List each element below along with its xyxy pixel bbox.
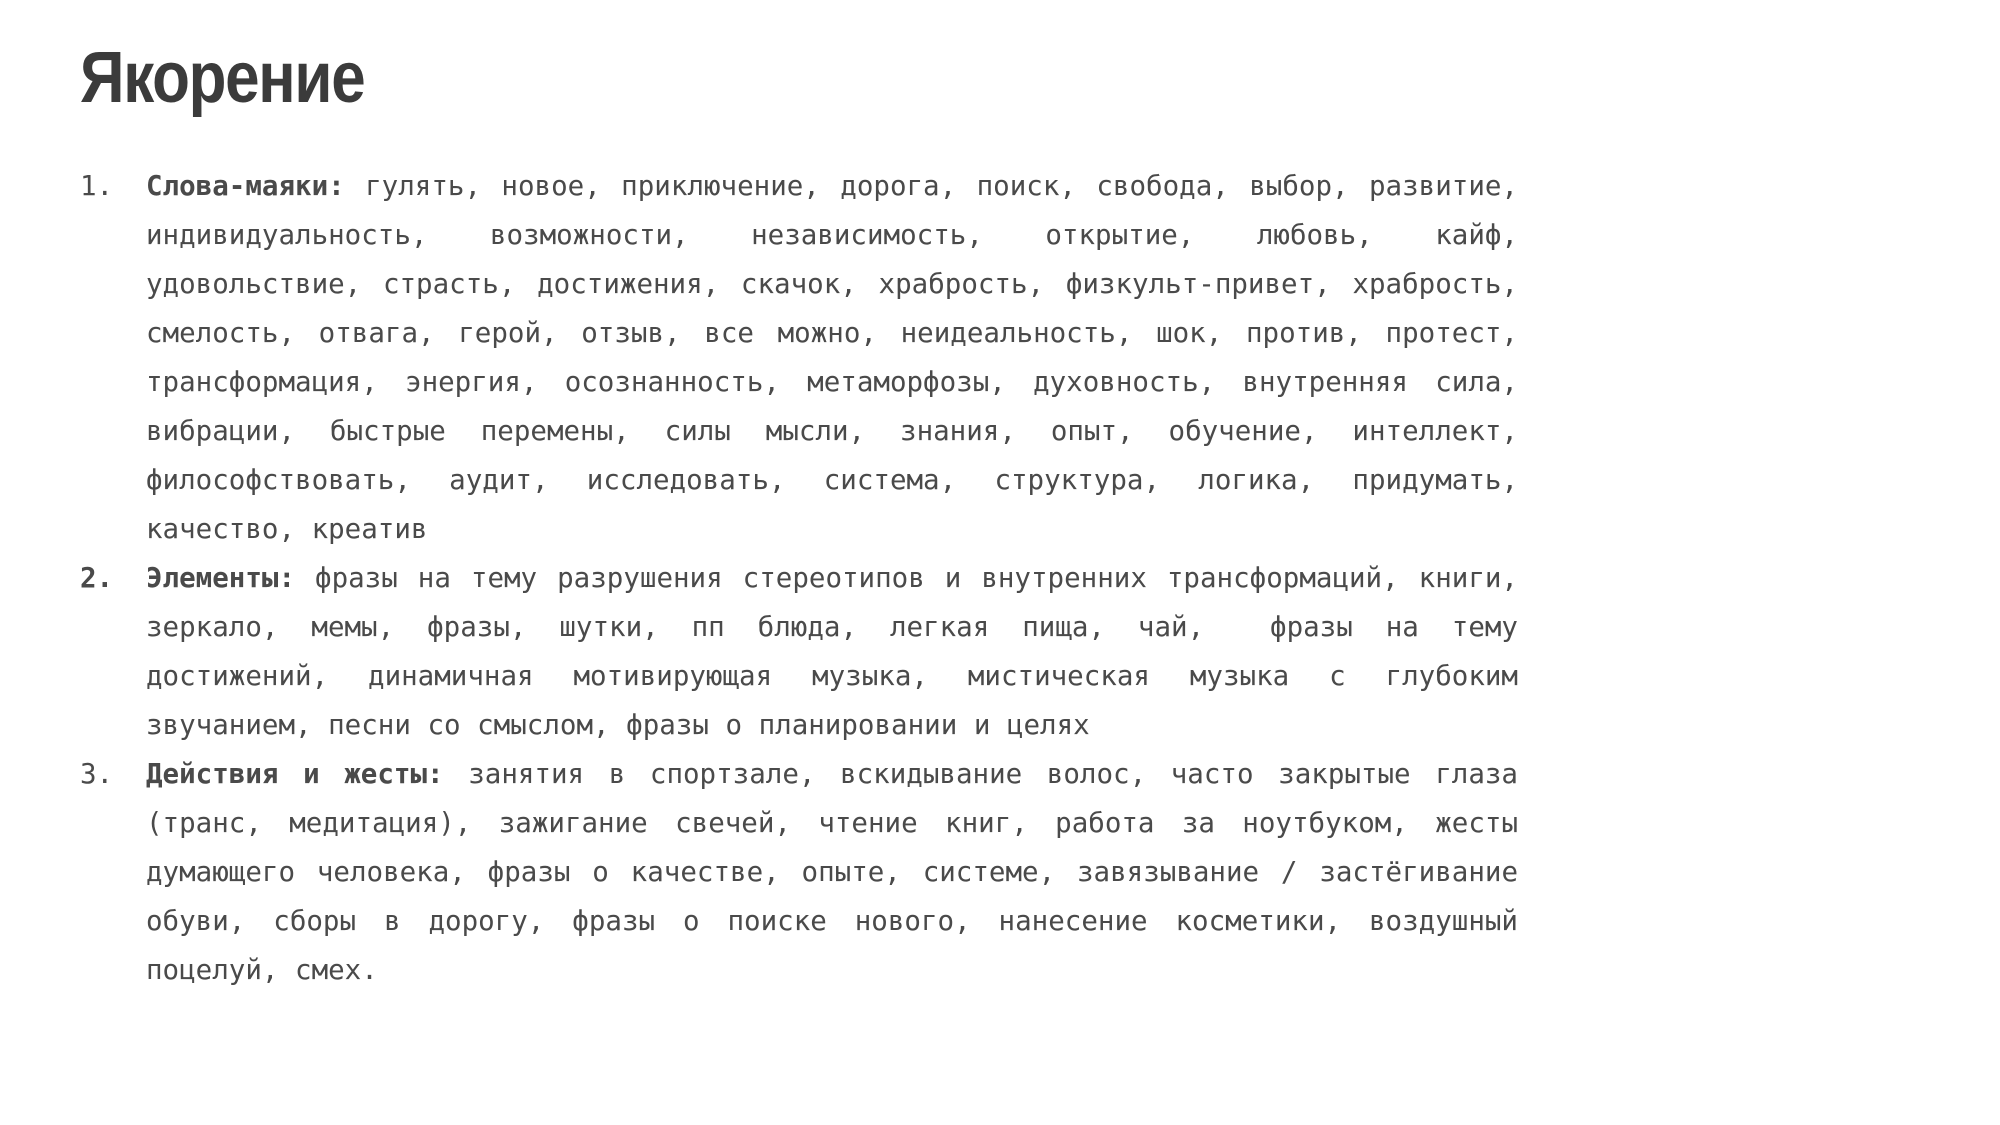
list-item-text: занятия в спортзале, вскидывание волос, часто закрытые глаза (транс, медитация), зажигание свечей, чтение книг, работа за ноутбуком, жесты думающего человека, фразы о качестве, опыте, системе, завязывание / застёгивание обуви, сборы в дорогу, фразы о поиске нового, нанесение косметики, воздушный поцелуй, смех. xyxy=(146,758,1518,986)
list-item-number: 2. xyxy=(80,562,114,594)
list-item-text: гулять, новое, приключение, дорога, поиск, свобода, выбор, развитие, индивидуальность, возможности, независимость, открытие, любовь, кайф, удовольствие, страсть, достижения, скачок, храбрость, физкульт-привет, храбрость, смелость, отвага, герой, отзыв, все можно, неидеальность, шок, против, протест, трансформация, энергия, осознанность, метаморфозы, духовность, внутренняя сила, вибрации, быстрые перемены, силы мысли, знания, опыт, обучение, интеллект, философствовать, аудит, исследовать, система, структура, логика, придумать, качество, креатив xyxy=(146,170,1518,545)
list-item-label: Элементы: xyxy=(146,562,296,594)
list-item-label: Слова-маяки: xyxy=(146,170,345,202)
list-item-label: Действия и жесты: xyxy=(146,758,444,790)
list-item-content xyxy=(146,554,1518,750)
list-item xyxy=(80,554,1518,750)
list-item-content xyxy=(146,162,1518,554)
list-item-number: 1. xyxy=(80,170,114,202)
list-item xyxy=(80,162,1518,554)
list-item-number: 3. xyxy=(80,758,114,790)
list-item-text: фразы на тему разрушения стереотипов и внутренних трансформаций, книги, зеркало, мемы, фразы, шутки, пп блюда, легкая пища, чай, фразы на тему достижений, динамичная мотивирующая музыка, мистическая музыка с глубоким звучанием, песни со смыслом, фразы о планировании и целях xyxy=(146,562,1518,741)
list-item-content xyxy=(146,750,1518,995)
page-title: Якорение xyxy=(80,38,365,118)
numbered-list xyxy=(80,162,1518,995)
list-item xyxy=(80,750,1518,995)
